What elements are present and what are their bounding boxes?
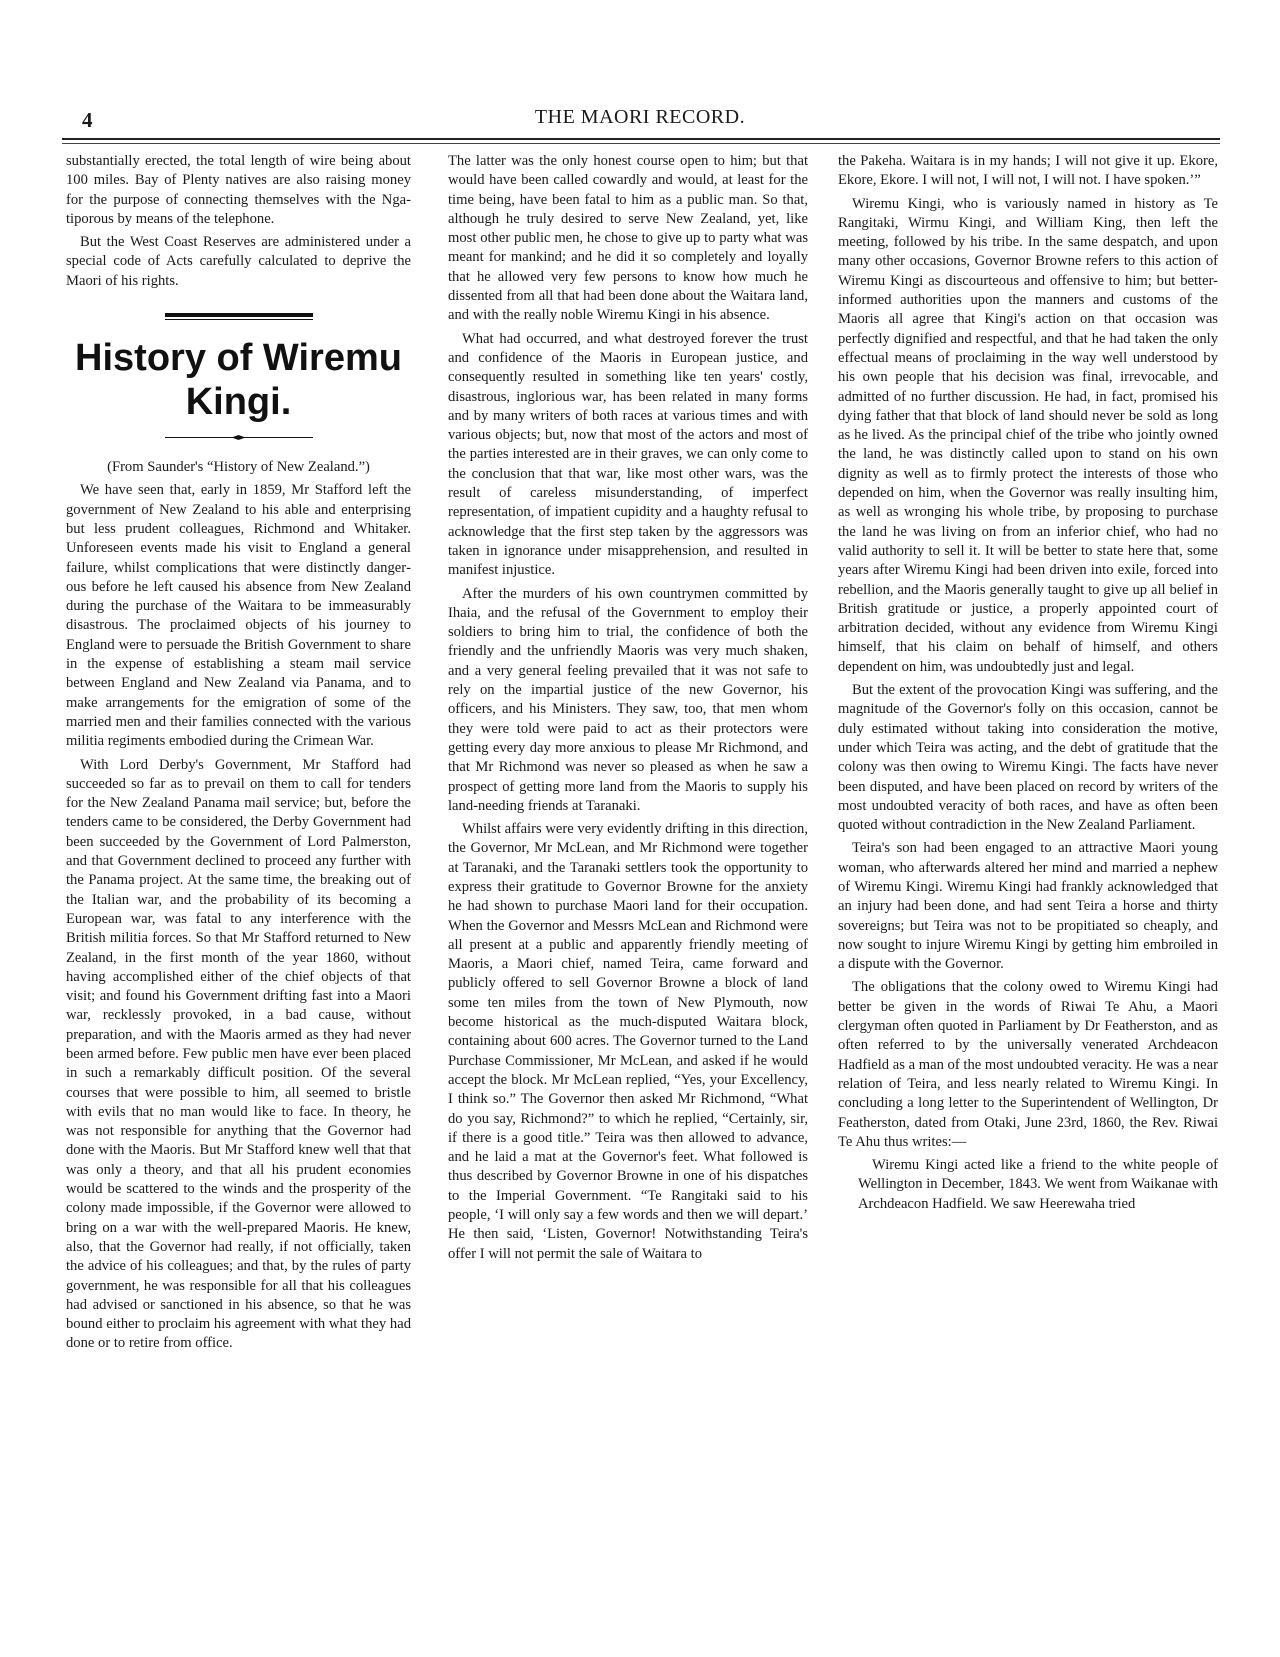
continuation-paragraph: substantially erected, the total length of wire being about 100 miles. Bay of Plenty natives are also raising money for the purpose of connecting themselves with the Ngatiporous by means of the telephone. xyxy=(66,153,411,227)
left-column xyxy=(66,152,411,1358)
middle-column xyxy=(448,152,808,1268)
ornament-divider xyxy=(165,434,313,442)
quotation-text: Wiremu Kingi acted like a friend to the white people of Wellington in December, 1843. We went from Waikanae with Archdeacon Hadfield. We saw Heerewaha tried xyxy=(858,1157,1218,1212)
article-paragraph: We have seen that, early in 1859, Mr Stafford left the government of New Zealand to his able and enterprising but less prudent colleagues, Richmond and Whitaker. Unforeseen events made his visit to England a general failure, whilst complications that were distinctly dangerous before he left caused his absence from New Zealand during the purchase of the Waitara to be immeasurably disastrous. The proclaimed objects of his journey to England were to persuade the British Government to share in the expense of establishing a steam mail service between England and New Zealand via Panama, and to make arrangements for the emigration of some of the married men and their families connected with the various militia regiments embodied during the Crimean War. xyxy=(66,482,411,750)
header-rule-thin xyxy=(62,143,1220,144)
page-number: 4 xyxy=(82,108,93,132)
article-paragraph: The obligations that the colony owed to Wiremu Kingi had better be given in the words of Riwai Te Ahu, a Maori clergyman often quoted in Parliament by Dr Featherston, and as often referred to by the universally venerated Archdeacon Hadfield as a man of the most undoubted veracity. He was a near relation of Teira, and less nearly related to Wiremu Kingi. In concluding a long letter to the Superintendent of Wellington, Dr Featherston, dated from Otaki, June 23rd, 1860, the Rev. Riwai Te Ahu thus writes:— xyxy=(838,979,1218,1150)
article-paragraph: the Pakeha. Waitara is in my hands; I will not give it up. Ekore, Ekore, Ekore. I will not, I will not, I will not. I have spoken.’” xyxy=(838,153,1218,189)
header-rule-thick xyxy=(62,138,1220,140)
block-quotation xyxy=(838,1156,1218,1214)
article-paragraph: Teira's son had been engaged to an attractive Maori young woman, who afterwards altered her mind and married a nephew of Wiremu Kingi. Wiremu Kingi had frankly acknowledged that an injury had been done, and had sent Teira a horse and thirty sovereigns; but Teira was not to be propitiated so cheaply, and now sought to injure Wiremu Kingi by getting him embroiled in a dispute with the Governor. xyxy=(838,840,1218,973)
article-paragraph: But the extent of the provocation Kingi was suffering, and the magnitude of the Governor's folly on this occasion, cannot be duly estimated without taking into consideration the motive, under which Teira was acting, and the debt of gratitude that the colony was then owing to Wiremu Kingi. The facts have never been disputed, and have been placed on record by writers of the most undoubted veracity of both races, and have as often been quoted without contradiction in the New Zealand Parliament. xyxy=(838,682,1218,834)
article-paragraph: Whilst affairs were very evidently drifting in this direction, the Governor, Mr McLean, and Mr Richmond were together at Taranaki, and the Taranaki settlers took the opportunity to express their gratitude to Governor Browne for the anxiety he had shown to purchase Maori land for their occupation. When the Governor and Messrs McLean and Richmond were all present at a public and apparently friendly meeting of Maoris, a Maori chief, named Teira, came forward and publicly offered to sell Governor Browne a block of land some ten miles from the town of New Plymouth, now become historical as the much-disputed Waitara block, containing about 600 acres. The Governor turned to the Land Purchase Commissioner, Mr McLean, and asked if he would accept the block. Mr McLean replied, “Yes, your Excellency, I think so.” The Governor then asked Mr Richmond, “What do you say, Richmond?” to which he replied, “Certainly, sir, if there is a good title.” Teira was then allowed to advance, and he laid a mat at the Governor's feet. What followed is thus described by Governor Browne in one of his dispatches to the Imperial Government. “Te Rangitaki said to his people, ‘I will only say a few words and then we will depart.’ He then said, ‘Listen, Governor! Notwithstanding Teira's offer I will not permit the sale of Waitara to xyxy=(448,821,808,1262)
article-source: (From Saunder's “History of New Zealand.”) xyxy=(107,459,370,476)
continuation-paragraph: But the West Coast Reserves are administered under a special code of Acts carefully calculated to deprive the Maori of his rights. xyxy=(66,234,411,289)
article-paragraph: Wiremu Kingi, who is variously named in history as Te Rangitaki, Wirmu Kingi, and William King, then left the meeting, followed by his tribe. In the same despatch, and upon many other occasions, Governor Browne refers to this action of Wiremu Kingi as discourteous and offensive to him; but better-informed authorities upon the manners and customs of the Maoris all agree that Kingi's action on that occasion was perfectly dignified and respectful, and that he had taken the only effectual means of proclaiming in the way well understood by his own people that his decision was final, irrevocable, and admitted of no further discussion. He had, in fact, promised his dying father that that block of land should never be sold as long as he lived. As the principal chief of the tribe who jointly owned the land, he was distinctly called upon to stand on his own dignity as well as to firmly protect the interests of those who depended on him, when the Governor was really insulting him, as well as wronging his whole tribe, by proposing to purchase the land he was living on from an inferior chief, who had no valid authority to sell it. It will be better to state here that, some years after Wiremu Kingi had been driven into exile, forced into rebellion, and the Maoris generally taught to give up all belief in British gratitude or justice, a properly appointed court of arbitration decided, without any evidence from Wiremu Kingi himself, that his claim on behalf of himself, and others dependent on him, was undoubtedly just and legal. xyxy=(838,195,1218,675)
article-paragraph: What had occurred, and what destroyed forever the trust and confidence of the Maoris in European justice, and consequently resulted in something like ten years' costly, disastrous, inglorious war, has been related in many forms and by many writers of both races at various times and with various objects; but, now that most of the actors and most of the parties interested are in their graves, we can only come to the conclusion that that war, like most other wars, was the result of careless misunderstanding, of imperfect representation, of impatient cupidity and a haughty refusal to acknowledge that the first step taken by the aggressors was taken in ignorance under misapprehension, and resulted in manifest injustice. xyxy=(448,330,808,579)
title-double-rule xyxy=(165,313,313,320)
right-column xyxy=(838,152,1218,1218)
article-paragraph: After the murders of his own countrymen committed by Ihaia, and the refusal of the Government to employ their soldiers to bring him to trial, the confidence of both the friendly and the unfriendly Maoris was very much shaken, and a very general feeling prevailed that it was not safe to rely on the impartial justice of the new Governor, his officers, and his Ministers. They saw, too, that men whom they were told were paid to act as their protectors were getting every day more anxious to please Mr Richmond, and that Mr Richmond was never so pleased as when he saw a prospect of getting more land from the Maoris to supply his land-needing friends at Taranaki. xyxy=(448,585,808,814)
article-title: History of Wiremu Kingi. xyxy=(75,337,402,424)
article-paragraph: The latter was the only honest course open to him; but that would have been called cowardly and would, at least for the time being, have been fatal to him as a public man. So that, although he truly desired to serve New Zealand, yet, like most other public men, he chose to give up to party what was meant for mankind; and he did it so completely and loyally that he allowed very few persons to know how much he dissented from all that had been done about the Waitara land, and with the really noble Wiremu Kingi in his absence. xyxy=(448,153,808,324)
diamond-ornament-icon xyxy=(232,435,246,440)
running-head: THE MAORI RECORD. xyxy=(534,106,746,128)
article-paragraph: With Lord Derby's Government, Mr Stafford had succeeded so far as to prevail on them to call for tenders for the New Zealand Panama mail service; but, before the tenders came to be considered, the Derby Government had been succeeded by the Government of Lord Palmerston, and that Government declined to proceed any further with the Panama project. At the same time, the breaking out of the Italian war, and the probability of its becoming a European war, was fatal to any interference with the British militia forces. So that Mr Stafford returned to New Zealand, in the first month of the year 1860, without having accomplished either of the chief objects of that visit; and found his Government drifting fast into a Maori war, recklessly provoked, in a bad cause, without preparation, and with the Maoris armed as they had never been armed before. Few public men have ever been placed in such a remarkably difficult position. Of the several courses that were possible to him, all seemed to bristle with evils that no man would like to face. In theory, he was not responsible for anything that the Governor had done with the Maoris. But Mr Stafford knew well that that was only a theory, and that all his prudent economies would be scattered to the winds and the prosperity of the colony made impossible, if the Governor were allowed to bring on a war with the well-prepared Maoris. He knew, also, that the Governor had really, if not officially, taken the advice of his colleagues; and that, by the rules of party government, he was responsible for all that his colleagues had advised or sanctioned in his absence, so that he was bound either to proclaim his agreement with what they had done or to retire from office. xyxy=(66,756,411,1352)
